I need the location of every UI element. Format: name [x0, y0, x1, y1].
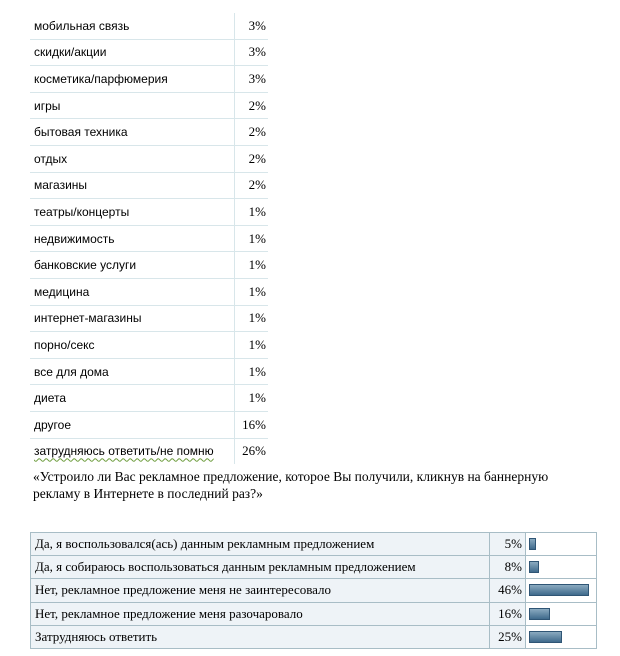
category-percent: 3% — [235, 39, 269, 66]
category-percent: 2% — [235, 92, 269, 119]
table-row — [30, 358, 268, 385]
category-percent: 1% — [235, 278, 269, 305]
category-label: театры/концерты — [30, 199, 235, 226]
table-row — [30, 199, 268, 226]
answer-table — [30, 532, 597, 649]
category-label: все для дома — [30, 358, 235, 385]
category-percent: 26% — [242, 443, 266, 459]
answer-label: Нет, рекламное предложение меня разочаровало — [31, 602, 490, 625]
category-label: магазины — [30, 172, 235, 199]
answer-bar — [529, 584, 589, 596]
category-label: игры — [30, 92, 235, 119]
table-row — [30, 92, 268, 119]
category-label: бытовая техника — [30, 119, 235, 146]
table-row — [30, 411, 268, 438]
answer-bar — [529, 561, 539, 573]
table-row — [30, 66, 268, 93]
table-row — [30, 39, 268, 66]
answer-label: Затрудняюсь ответить — [31, 625, 490, 648]
answer-label: Да, я собираюсь воспользоваться данным рекламным предложением — [31, 556, 490, 579]
table-row — [30, 438, 268, 464]
category-label: медицина — [30, 278, 235, 305]
category-label: порно/секс — [30, 332, 235, 359]
answer-bar-cell — [526, 533, 597, 556]
category-percent: 3% — [235, 13, 269, 39]
table-row — [30, 252, 268, 279]
answer-bar-cell — [526, 625, 597, 648]
category-percent: 3% — [235, 66, 269, 93]
category-label: косметика/парфюмерия — [30, 66, 235, 93]
table-row — [30, 332, 268, 359]
category-label: банковские услуги — [30, 252, 235, 279]
category-percent: 2% — [235, 145, 269, 172]
category-percent: 1% — [235, 358, 269, 385]
table-row — [30, 278, 268, 305]
table-row — [30, 145, 268, 172]
answer-bar-cell — [526, 556, 597, 579]
answer-label: Да, я воспользовался(ась) данным рекламным предложением — [31, 533, 490, 556]
answer-bar-cell — [526, 579, 597, 602]
category-percent: 1% — [235, 199, 269, 226]
category-percent: 16% — [235, 411, 269, 438]
category-percent: 1% — [235, 305, 269, 332]
category-label: недвижимость — [30, 225, 235, 252]
table-row — [30, 172, 268, 199]
answer-bar — [529, 631, 562, 643]
category-label: отдых — [30, 145, 235, 172]
survey-question: «Устроило ли Вас рекламное предложение, которое Вы получили, кликнув на баннерную рекламу в Интернете в последний раз?» — [33, 469, 549, 501]
answer-percent: 46% — [490, 579, 526, 602]
category-percent: 1% — [235, 332, 269, 359]
answer-label: Нет, рекламное предложение меня не заинтересовало — [31, 579, 490, 602]
table-row — [30, 225, 268, 252]
category-percent: 2% — [235, 172, 269, 199]
table-row — [31, 533, 597, 556]
table-row — [31, 625, 597, 648]
category-label: диета — [30, 385, 235, 412]
category-label-text: затрудняюсь ответить/не помню — [34, 444, 214, 459]
answer-percent: 16% — [490, 602, 526, 625]
category-label: интернет-магазины — [30, 305, 235, 332]
category-label: другое — [30, 411, 235, 438]
answer-percent: 5% — [490, 533, 526, 556]
category-percent: 1% — [235, 385, 269, 412]
table-row — [31, 579, 597, 602]
category-percent: 1% — [235, 252, 269, 279]
table-row — [30, 119, 268, 146]
table-row — [30, 305, 268, 332]
category-label — [30, 438, 235, 464]
category-percent: 2% — [235, 119, 269, 146]
answer-percent: 25% — [490, 625, 526, 648]
table-row — [31, 556, 597, 579]
table-row — [31, 602, 597, 625]
category-percent: 1% — [235, 225, 269, 252]
answer-bar-cell — [526, 602, 597, 625]
category-label: мобильная связь — [30, 13, 235, 39]
table-row — [30, 13, 268, 39]
answer-bar — [529, 608, 550, 620]
category-table — [30, 13, 268, 464]
answer-percent: 8% — [490, 556, 526, 579]
answer-bar — [529, 538, 536, 550]
category-label: скидки/акции — [30, 39, 235, 66]
table-row — [30, 385, 268, 412]
